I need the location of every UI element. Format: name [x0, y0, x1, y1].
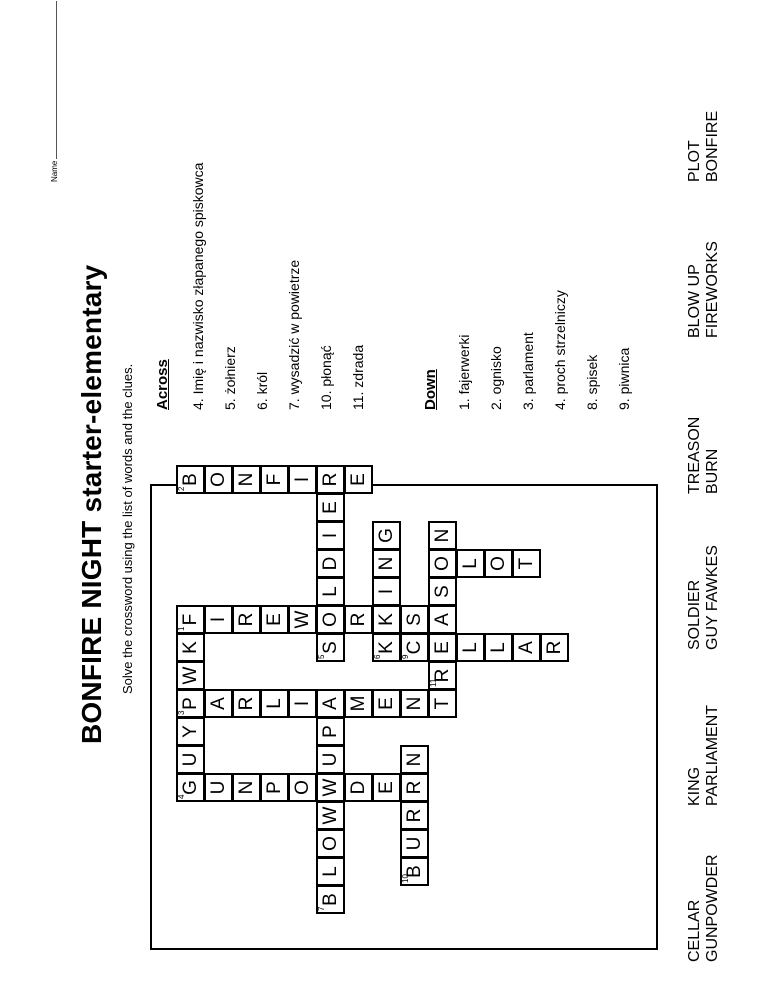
down-clue: 8. spisek: [584, 354, 600, 410]
cell-letter: A: [320, 697, 341, 710]
crossword-cell[interactable]: [176, 661, 205, 690]
crossword-cell[interactable]: [260, 689, 289, 718]
cell-letter: O: [488, 556, 509, 571]
crossword-cell[interactable]: [316, 521, 345, 550]
crossword-cell[interactable]: [372, 689, 401, 718]
crossword-cell[interactable]: [344, 773, 373, 802]
word-bank-item: KING: [686, 766, 703, 806]
down-clue: 3. parlament: [520, 332, 536, 410]
crossword-cell[interactable]: [260, 465, 289, 494]
crossword-cell[interactable]: [316, 801, 345, 830]
cell-letter: O: [320, 836, 341, 851]
crossword-cell[interactable]: [344, 605, 373, 634]
cell-letter: E: [348, 473, 369, 486]
cell-letter: P: [320, 725, 341, 738]
word-bank-item: CELLAR: [686, 899, 703, 962]
crossword-cell[interactable]: [204, 465, 233, 494]
crossword-cell[interactable]: [428, 605, 457, 634]
cell-letter: L: [320, 866, 341, 877]
word-bank-item: GUNPOWDER: [704, 854, 721, 962]
crossword-cell[interactable]: [260, 605, 289, 634]
word-bank-item: PARLIAMENT: [704, 704, 721, 806]
cell-letter: I: [376, 588, 397, 595]
crossword-cell[interactable]: [176, 689, 205, 718]
cell-letter: E: [376, 697, 397, 710]
cell-letter: N: [404, 752, 425, 767]
crossword-cell[interactable]: [316, 493, 345, 522]
crossword-cell[interactable]: [428, 661, 457, 690]
crossword-cell[interactable]: [400, 689, 429, 718]
crossword-cell[interactable]: [512, 633, 541, 662]
cell-letter: A: [208, 697, 229, 710]
crossword-cell[interactable]: [344, 465, 373, 494]
cell-letter: A: [516, 641, 537, 654]
cell-letter: U: [208, 780, 229, 795]
cell-letter: K: [376, 641, 397, 654]
crossword-cell[interactable]: [316, 829, 345, 858]
crossword-cell[interactable]: [232, 689, 261, 718]
cell-letter: U: [180, 752, 201, 767]
cell-letter: N: [236, 472, 257, 487]
crossword-cell[interactable]: [372, 549, 401, 578]
crossword-cell[interactable]: [288, 465, 317, 494]
cell-letter: L: [320, 586, 341, 597]
cell-letter: E: [376, 781, 397, 794]
cell-letter: P: [264, 781, 285, 794]
cell-letter: L: [264, 698, 285, 709]
crossword-cell[interactable]: [204, 689, 233, 718]
crossword-cell[interactable]: [176, 745, 205, 774]
cell-letter: R: [236, 612, 257, 627]
crossword-cell[interactable]: [428, 577, 457, 606]
clue-number: 4: [177, 794, 186, 799]
cell-letter: R: [404, 808, 425, 823]
cell-letter: O: [320, 612, 341, 627]
cell-letter: O: [432, 556, 453, 571]
word-bank-item: GUY FAWKES: [704, 545, 721, 650]
down-clue: 9. piwnica: [616, 347, 632, 410]
word-bank-item: BONFIRE: [704, 110, 721, 182]
crossword-cell[interactable]: [540, 633, 569, 662]
cell-letter: I: [320, 532, 341, 539]
cell-letter: M: [348, 695, 369, 712]
clue-number: 5: [317, 654, 326, 659]
clue-number: 2: [177, 486, 186, 491]
cell-letter: N: [236, 780, 257, 795]
name-label: Name: [50, 160, 59, 182]
crossword-cell[interactable]: [316, 857, 345, 886]
cell-letter: P: [180, 697, 201, 710]
across-heading: Across: [154, 359, 171, 410]
cell-letter: D: [320, 556, 341, 571]
cell-letter: R: [320, 472, 341, 487]
crossword-cell[interactable]: [372, 633, 401, 662]
cell-letter: I: [292, 476, 313, 483]
cell-letter: N: [404, 696, 425, 711]
across-clue: 7. wysadzić w powietrze: [286, 259, 302, 410]
word-bank-item: SOLDIER: [686, 579, 703, 650]
crossword-cell[interactable]: [400, 745, 429, 774]
crossword-cell[interactable]: [400, 633, 429, 662]
crossword-cell[interactable]: [456, 633, 485, 662]
cell-letter: R: [544, 640, 565, 655]
crossword-cell[interactable]: [400, 605, 429, 634]
crossword-cell[interactable]: [428, 549, 457, 578]
cell-letter: W: [180, 666, 201, 685]
crossword-cell[interactable]: [456, 549, 485, 578]
crossword-cell[interactable]: [484, 633, 513, 662]
word-bank-item: TREASON: [686, 416, 703, 494]
cell-letter: B: [180, 473, 201, 486]
crossword-cell[interactable]: [316, 885, 345, 914]
clue-number: 9: [401, 654, 410, 659]
crossword-cell[interactable]: [316, 773, 345, 802]
cell-letter: T: [516, 557, 537, 570]
across-clue: 11. zdrada: [350, 344, 366, 410]
cell-letter: S: [432, 585, 453, 598]
crossword-cell[interactable]: [512, 549, 541, 578]
clue-number: 10: [401, 874, 410, 883]
down-clue: 2. ognisko: [488, 346, 504, 410]
cell-letter: S: [320, 641, 341, 654]
cell-letter: L: [460, 642, 481, 653]
cell-letter: O: [208, 472, 229, 487]
cell-letter: W: [320, 806, 341, 825]
crossword-cell[interactable]: [288, 773, 317, 802]
cell-letter: F: [180, 613, 201, 626]
word-bank-item: PLOT: [686, 140, 703, 182]
clue-number: 11: [429, 678, 438, 687]
cell-letter: L: [488, 642, 509, 653]
cell-letter: F: [264, 473, 285, 486]
clue-number: 6: [373, 654, 382, 659]
cell-letter: E: [320, 501, 341, 514]
cell-letter: Y: [180, 725, 201, 738]
crossword-cell[interactable]: [288, 605, 317, 634]
across-clue: 4. Imię i nazwisko złapanego spiskowca: [190, 162, 206, 410]
crossword-cell[interactable]: [372, 605, 401, 634]
crossword-cell[interactable]: [400, 773, 429, 802]
cell-letter: O: [292, 780, 313, 795]
crossword-cell[interactable]: [316, 605, 345, 634]
clue-number: 7: [317, 906, 326, 911]
down-heading: Down: [422, 369, 439, 410]
cell-letter: E: [264, 613, 285, 626]
crossword-cell[interactable]: [204, 773, 233, 802]
name-line: [48, 1, 57, 159]
word-bank-item: BURN: [704, 448, 721, 494]
crossword-cell[interactable]: [372, 773, 401, 802]
cell-letter: B: [404, 865, 425, 878]
crossword-cell[interactable]: [176, 465, 205, 494]
crossword-cell[interactable]: [176, 605, 205, 634]
clue-number: 1: [177, 626, 186, 631]
cell-letter: R: [236, 696, 257, 711]
cell-letter: I: [292, 700, 313, 707]
page-title: BONFIRE NIGHT starter-elementary: [76, 264, 107, 744]
crossword-cell[interactable]: [372, 577, 401, 606]
cell-letter: W: [320, 778, 341, 797]
clue-number: 3: [177, 710, 186, 715]
cell-letter: R: [348, 612, 369, 627]
crossword-cell[interactable]: [400, 801, 429, 830]
crossword-cell[interactable]: [232, 465, 261, 494]
crossword-cell[interactable]: [232, 773, 261, 802]
crossword-cell[interactable]: [316, 549, 345, 578]
crossword-cell[interactable]: [176, 717, 205, 746]
word-bank-item: FIREWORKS: [704, 241, 721, 338]
cell-letter: N: [376, 556, 397, 571]
cell-letter: R: [432, 668, 453, 683]
crossword-cell[interactable]: [428, 521, 457, 550]
crossword-cell[interactable]: [232, 605, 261, 634]
crossword-cell[interactable]: [204, 605, 233, 634]
crossword-cell[interactable]: [316, 689, 345, 718]
name-field[interactable]: [48, 1, 59, 182]
crossword-cell[interactable]: [400, 829, 429, 858]
down-clue: 4. proch strzelniczy: [552, 290, 568, 410]
cell-letter: I: [208, 616, 229, 623]
crossword-cell[interactable]: [316, 717, 345, 746]
cell-letter: R: [404, 780, 425, 795]
word-bank-item: BLOW UP: [686, 264, 703, 338]
cell-letter: S: [404, 613, 425, 626]
crossword-cell[interactable]: [372, 521, 401, 550]
cell-letter: B: [320, 893, 341, 906]
crossword-cell[interactable]: [428, 689, 457, 718]
crossword-cell[interactable]: [484, 549, 513, 578]
cell-letter: L: [460, 558, 481, 569]
crossword-cell[interactable]: [260, 773, 289, 802]
down-clue: 1. fajerwerki: [456, 334, 472, 410]
cell-letter: T: [432, 697, 453, 710]
crossword-cell[interactable]: [316, 633, 345, 662]
crossword-cell[interactable]: [176, 633, 205, 662]
cell-letter: G: [376, 528, 397, 543]
across-clue: 6. król: [254, 371, 270, 410]
cell-letter: N: [432, 528, 453, 543]
cell-letter: C: [404, 640, 425, 655]
across-clue: 5. żołnierz: [222, 346, 238, 410]
cell-letter: D: [348, 780, 369, 795]
cell-letter: K: [376, 613, 397, 626]
cell-letter: W: [292, 610, 313, 629]
crossword-cell[interactable]: [316, 745, 345, 774]
crossword-cell[interactable]: [344, 689, 373, 718]
crossword-cell[interactable]: [316, 577, 345, 606]
cell-letter: A: [432, 613, 453, 626]
across-clue: 10. płonąć: [318, 345, 334, 410]
cell-letter: K: [180, 641, 201, 654]
crossword-cell[interactable]: [176, 773, 205, 802]
cell-letter: U: [320, 752, 341, 767]
page-subtitle: Solve the crossword using the list of words and the clues.: [120, 363, 135, 694]
crossword-cell[interactable]: [288, 689, 317, 718]
crossword-cell[interactable]: [428, 633, 457, 662]
cell-letter: U: [404, 836, 425, 851]
cell-letter: G: [180, 780, 201, 795]
crossword-cell[interactable]: [316, 465, 345, 494]
cell-letter: E: [432, 641, 453, 654]
crossword-cell[interactable]: [400, 857, 429, 886]
